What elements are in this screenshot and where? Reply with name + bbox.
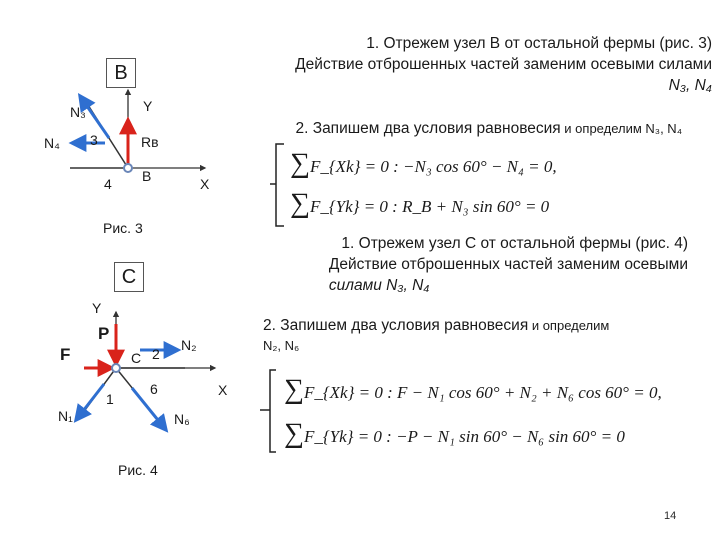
fig3-label-3: 3	[90, 132, 98, 148]
fig3-label-y: Y	[143, 98, 153, 114]
eq1-row1	[290, 148, 557, 180]
text2-line	[295, 120, 682, 138]
eq2-row1-text: F_{Xk} = 0 : F − N₁ cos 60° + N₂ + N₆ cos 60° = 0,	[303, 383, 662, 402]
text4-lead: 2. Запишем два условия равновесия	[263, 317, 529, 334]
fig3-node-b	[124, 164, 132, 172]
text3-line3-forces: силами N₃, N₄	[328, 277, 430, 294]
eq1-row2	[290, 188, 549, 220]
eq2-row2-text: F_{Yk} = 0 : −P − N₁ sin 60° − N₆ sin 60° = 0	[303, 427, 625, 446]
fig3-label-n4: N₄	[44, 135, 60, 151]
text1-block	[295, 33, 712, 96]
eq1-brace	[262, 142, 292, 230]
text4-line2: N₂, N₆	[263, 338, 300, 353]
page-number: 14	[664, 510, 677, 522]
text4-block	[263, 316, 609, 356]
text3-line1: 1. Отрежем узел С от остальной фермы (рис. 4)	[341, 235, 688, 252]
fig3-label-n3: N₃	[70, 104, 86, 120]
text2-lead: 2. Запишем два условия равновесия	[295, 120, 561, 137]
fig4-label-n2: N₂	[181, 337, 197, 353]
fig4-node-title: C	[114, 262, 144, 292]
fig4-caption: Рис. 4	[118, 462, 158, 478]
eq2-row1	[284, 374, 662, 406]
eq1-sum-2: ∑	[290, 188, 310, 219]
text4-line1	[263, 316, 609, 336]
fig4-label-n1: N₁	[58, 408, 73, 424]
eq2-brace	[256, 368, 286, 456]
eq1-row2-text: F_{Yk} = 0 : R_B + N₃ sin 60° = 0	[309, 197, 550, 216]
fig4-label-6: 6	[150, 381, 158, 397]
fig4-label-y: Y	[92, 300, 102, 316]
fig4-node-c	[112, 364, 120, 372]
eq2-sum-2: ∑	[284, 418, 304, 449]
fig3-diagram	[0, 0, 260, 240]
eq2-row2	[284, 418, 625, 450]
fig4-label-p: P	[98, 324, 110, 343]
fig3-label-b: B	[142, 168, 152, 184]
text4-tail: и определим	[528, 318, 610, 333]
fig4-label-1: 1	[106, 391, 114, 407]
fig3-node-title: B	[106, 58, 136, 88]
fig4-n6-arrow	[132, 388, 166, 430]
fig3-label-4: 4	[104, 176, 112, 192]
text1-line2: Действие отброшенных частей заменим осевыми силами	[295, 56, 712, 73]
fig3-label-rb: Rв	[141, 134, 159, 150]
fig4-label-n6: N₆	[174, 411, 190, 427]
fig4-label-2: 2	[152, 346, 160, 362]
fig3-caption: Рис. 3	[103, 220, 143, 236]
text1-line3-forces: N₃, N₄	[668, 77, 712, 94]
text3-line3	[329, 275, 688, 296]
text3-block	[329, 233, 688, 296]
fig4-label-x: X	[218, 382, 228, 398]
eq1-row1-text: F_{Xk} = 0 : −N₃ cos 60° − N₄ = 0,	[309, 157, 557, 176]
text3-line2: Действие отброшенных частей заменим осевыми	[328, 256, 688, 273]
text2-tail: и определим N₃, N₄	[560, 121, 682, 136]
eq2-sum-1: ∑	[284, 374, 304, 405]
fig4-label-f: F	[60, 345, 71, 364]
text1-line3	[295, 75, 712, 96]
fig4-n1-arrow	[76, 384, 104, 420]
fig3-label-x: X	[200, 176, 210, 192]
text1-line1: 1. Отрежем узел В от остальной фермы (рис. 3)	[366, 35, 712, 52]
fig4-label-c: C	[131, 350, 142, 366]
eq1-sum-1: ∑	[290, 148, 310, 179]
